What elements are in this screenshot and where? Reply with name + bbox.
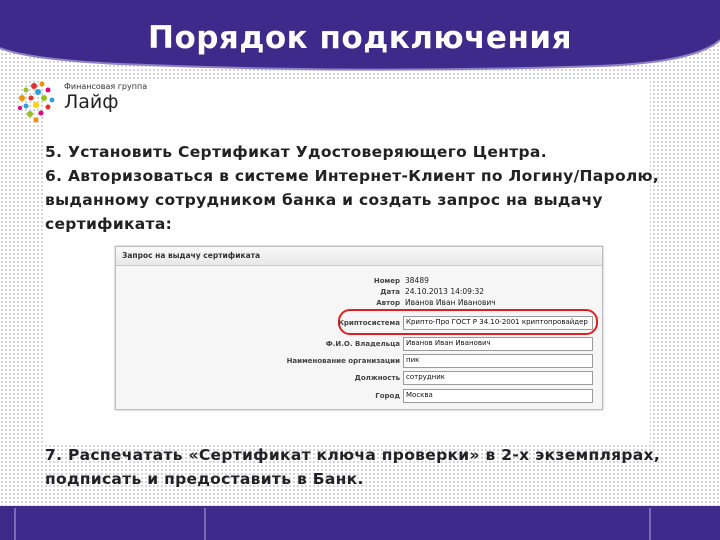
position-field[interactable] — [403, 371, 593, 385]
step-7-text: 7. Распечатать «Сертификат ключа проверки» в 2-х экземплярах, подписать и предоставить в Банк. — [45, 446, 661, 488]
step-6-text: 6. Авторизоваться в системе Интернет-Клиент по Логину/Паролю, выданному сотрудником банка и создать запрос на выдачу сертификата: — [45, 167, 660, 233]
author-value: Иванов Иван Иванович — [405, 298, 496, 307]
logo-caption: Финансовая группа — [64, 82, 148, 91]
owner-field[interactable] — [403, 337, 593, 351]
date-value: 24.10.2013 14:09:32 — [405, 287, 485, 296]
page-title: Порядок подключения — [148, 20, 572, 56]
owner-label: Ф.И.О. Владельца — [325, 340, 400, 348]
crypto-label: Криптосистема — [338, 319, 400, 327]
org-field[interactable] — [403, 354, 593, 368]
city-field[interactable] — [403, 389, 593, 403]
number-value: 38489 — [405, 276, 429, 285]
city-value: Москва — [406, 391, 433, 399]
crypto-select[interactable] — [403, 316, 593, 330]
step-5-text: 5. Установить Сертификат Удостоверяющего Центра. — [45, 143, 547, 161]
form-title-bar — [116, 247, 602, 266]
position-value: сотрудник — [406, 373, 445, 381]
org-value: пик — [406, 356, 420, 364]
logo-name: Лайф — [64, 91, 119, 113]
city-label: Город — [375, 392, 400, 400]
date-label: Дата — [380, 288, 400, 296]
certificate-request-screenshot — [115, 246, 603, 410]
number-label: Номер — [373, 277, 400, 285]
org-label: Наименование организации — [286, 357, 400, 365]
owner-value: Иванов Иван Иванович — [406, 339, 491, 347]
author-label: Автор — [376, 299, 400, 307]
form-title: Запрос на выдачу сертификата — [122, 251, 261, 260]
crypto-value: Крипто-Про ГОСТ Р 34.10-2001 криптопровайдер — [406, 318, 588, 326]
footer-band — [0, 506, 720, 540]
position-label: Должность — [354, 374, 400, 382]
